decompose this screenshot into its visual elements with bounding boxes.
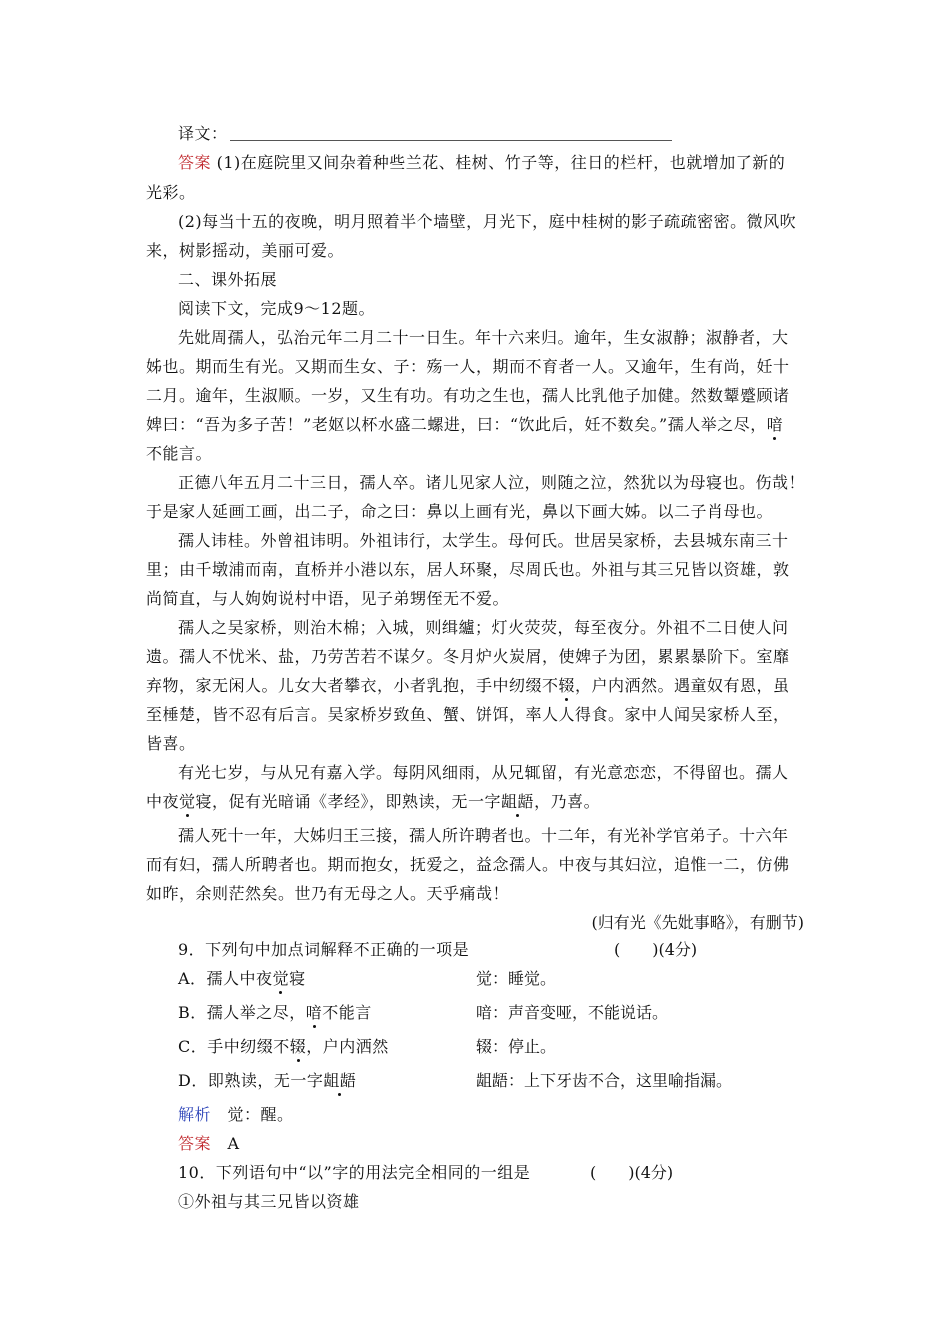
translation-label: 译文：	[178, 124, 228, 143]
answer1-line4: 来，树影摇动，美丽可爱。	[146, 241, 345, 260]
p2-line1: 正德八年五月二十三日，孺人卒。诸儿见家人泣，则随之泣，然犹以为母寝也。伤哉！	[178, 473, 806, 492]
q9-gloss-c: 辍：停止。	[476, 1037, 557, 1056]
q9-answer: 答案 A	[178, 1134, 240, 1153]
passage-source: (归有光《先妣事略》，有删节)	[591, 913, 804, 932]
answer-blank-line	[230, 140, 672, 141]
p6-line2: 而有妇，孺人所聘者也。期而抱女，抚爱之，益念孺人。中夜与其妇泣，追惟一二，仿佛	[146, 855, 790, 874]
p4-line1: 孺人之吴家桥，则治木棉；入城，则缉纑；灯火荧荧，每至夜分。外祖不二日使人问	[178, 618, 789, 637]
q9-stem: 9．下列句中加点词解释不正确的一项是	[178, 940, 470, 959]
q10-item1: ①外祖与其三兄皆以资雄	[178, 1192, 360, 1211]
answer-label: 答案	[178, 153, 212, 172]
p5-line2: 中夜觉寝，促有光暗诵《孝经》，即熟读，无一字龃龉，乃喜。	[146, 792, 601, 811]
dotted-char: 辍	[558, 676, 576, 695]
section-title: 二、课外拓展	[178, 270, 278, 289]
q9-analysis: 解析 觉：醒。	[178, 1105, 294, 1124]
q9-option-c: C．手中纫缀不辍，户内洒然	[178, 1037, 389, 1056]
dotted-char: 觉	[179, 792, 196, 811]
dotted-char: 喑	[305, 1003, 323, 1022]
q9-gloss-a: 觉：睡觉。	[476, 969, 557, 988]
q9-blank: ( )(4分)	[614, 940, 698, 959]
p1-line5: 不能言。	[146, 444, 213, 463]
p3-line3: 尚简直，与人姁姁说村中语，见子弟甥侄无不爱。	[146, 589, 510, 608]
answer-label: 答案	[178, 1134, 212, 1153]
dotted-char: 觉	[272, 969, 290, 988]
p2-line2: 于是家人延画工画，出二子，命之曰：鼻以上画有光，鼻以下画大姊。以二子肖母也。	[146, 502, 774, 521]
q9-option-b: B．孺人举之尽，喑不能言	[178, 1003, 372, 1022]
q10-blank: ( )(4分)	[590, 1163, 674, 1182]
q9-option-a: A．孺人中夜觉寝	[178, 969, 306, 988]
q10-stem: 10．下列语句中“以”字的用法完全相同的一组是	[178, 1163, 531, 1182]
p1-line4: 婢曰：“吾为多子苦！”老妪以杯水盛二螺进，曰：“饮此后，妊不数矣。”孺人举之尽，喑	[146, 415, 784, 434]
dotted-char: 喑	[766, 415, 784, 434]
answer1-line1: 答案 (1)在庭院里又间杂着种些兰花、桂树、竹子等，往日的栏杆，也就增加了新的	[178, 153, 786, 172]
p6-line3: 如昨，余则茫然矣。世乃有无母之人。天乎痛哉！	[146, 884, 510, 903]
p4-line4: 至棰楚，皆不忍有后言。吴家桥岁致鱼、蟹、饼饵，率人人得食。家中人闻吴家桥人至，	[146, 705, 790, 724]
p4-line3: 弃物，家无闲人。儿女大者攀衣，小者乳抱，手中纫缀不辍，户内洒然。遇童奴有恩，虽	[146, 676, 790, 695]
instruction: 阅读下文，完成9～12题。	[178, 299, 376, 318]
q9-gloss-d: 龃龉：上下牙齿不合，这里喻指漏。	[476, 1071, 733, 1090]
dotted-char: 辍	[289, 1037, 307, 1056]
p5-line1: 有光七岁，与从兄有嘉入学。每阴风细雨，从兄辄留，有光意恋恋，不得留也。孺人	[178, 763, 789, 782]
q9-option-d: D．即熟读，无一字龃龉	[178, 1071, 357, 1090]
p4-line5: 皆喜。	[146, 734, 196, 753]
p3-line2: 里；由千墩浦而南，直桥并小港以东，居人环聚，尽周氏也。外祖与其三兄皆以资雄，敦	[146, 560, 790, 579]
dotted-word: 龃龉	[501, 792, 535, 811]
answer1-line2: 光彩。	[146, 183, 196, 202]
p1-line2: 姊也。期而生有光。又期而生女、子：殇一人，期而不育者一人。又逾年，生有尚，妊十	[146, 357, 790, 376]
dotted-word: 龃龉	[323, 1071, 357, 1090]
analysis-label: 解析	[178, 1105, 212, 1124]
p4-line2: 遗。孺人不忧米、盐，乃劳苦若不谋夕。冬月炉火炭屑，使婢子为团，累累暴阶下。室靡	[146, 647, 790, 666]
p6-line1: 孺人死十一年，大姊归王三接，孺人所许聘者也。十二年，有光补学官弟子。十六年	[178, 826, 789, 845]
q9-gloss-b: 喑：声音变哑，不能说话。	[476, 1003, 669, 1022]
p1-line1: 先妣周孺人，弘治元年二月二十一日生。年十六来归。逾年，生女淑静；淑静者，大	[178, 328, 789, 347]
answer1-line3: (2)每当十五的夜晚，明月照着半个墙壁，月光下，庭中桂树的影子疏疏密密。微风吹	[178, 212, 797, 231]
p1-line3: 二月。逾年，生淑顺。一岁，又生有功。有功之生也，孺人比乳他子加健。然数颦蹙顾诸	[146, 386, 790, 405]
p3-line1: 孺人讳桂。外曾祖讳明。外祖讳行，太学生。母何氏。世居吴家桥，去县城东南三十	[178, 531, 789, 550]
